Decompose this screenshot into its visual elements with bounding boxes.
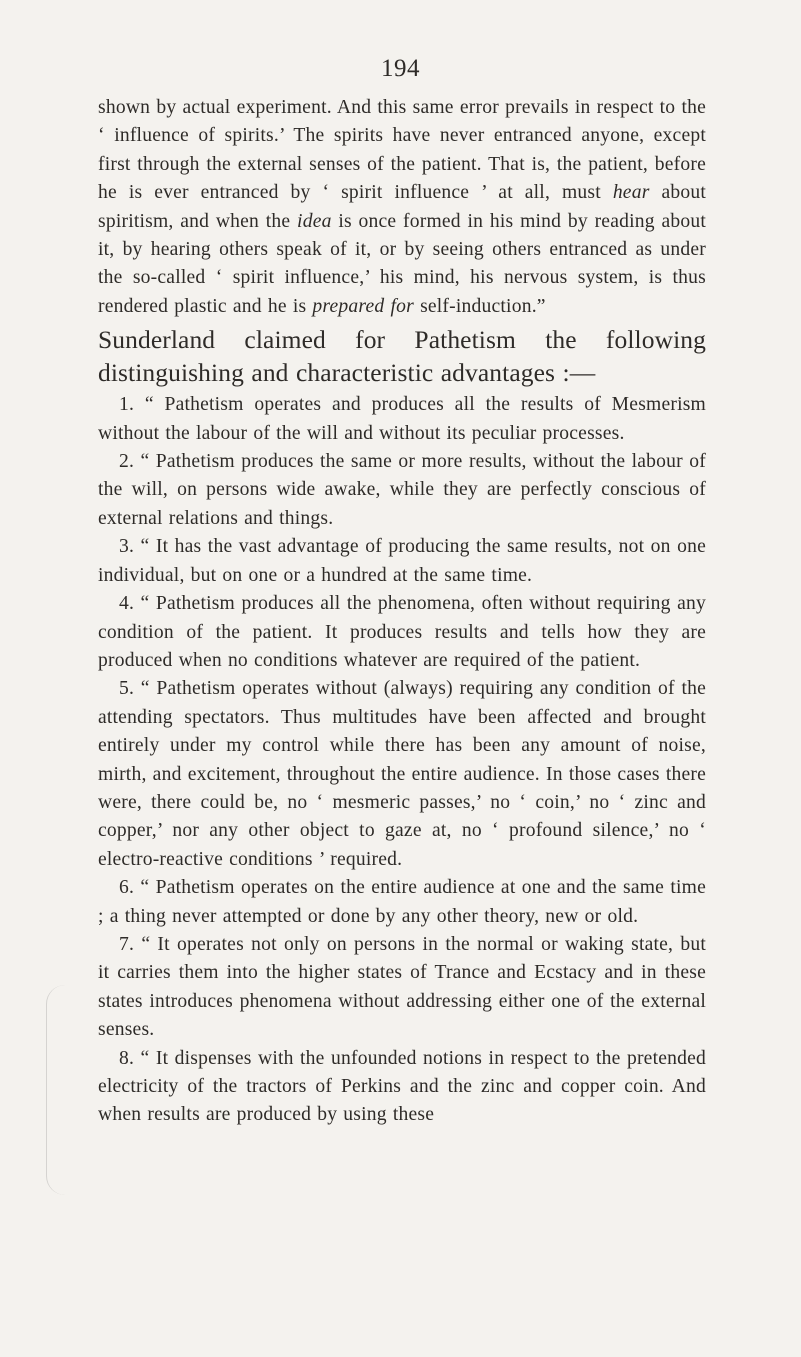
heading-line-2: distinguishing and characteristic advantages :— xyxy=(98,358,596,388)
list-item: 4. “ Pathetism produces all the phenomena, often without requiring any condition of the patient. It produces results and tells how they are produced when no conditions whatever are required of the patient. xyxy=(98,593,706,671)
intro-italic-prepared-for: prepared for xyxy=(312,295,414,317)
intro-text-1: shown by actual experiment. And this same error prevails in respect to the ‘ influence of spirits.’ The spirits have never entranced anyone, except first through the external senses of the patient. That is, the patient, before he is ever entranced by ‘ spirit influence ’ at all, must xyxy=(98,97,706,204)
section-heading xyxy=(98,323,706,389)
list-item: 2. “ Pathetism produces the same or more results, without the labour of the will, on persons wide awake, while they are perfectly conscious of external relations and things. xyxy=(98,451,706,529)
intro-text-2: about spiritism, and when the xyxy=(98,182,706,232)
list-item: 8. “ It dispenses with the unfounded notions in respect to the pretended electricity of the tractors of Perkins and the zinc and copper coin. And when results are produced by using these xyxy=(98,1047,706,1126)
text-column xyxy=(98,94,706,1130)
list-item: 6. “ Pathetism operates on the entire audience at one and the same time ; a thing never attempted or done by any other theory, new or old. xyxy=(98,877,706,927)
intro-italic-hear: hear xyxy=(612,182,650,204)
intro-text-3: is once formed in his mind by reading about it, by hearing others speak of it, or by seeing others entranced as under the so-called ‘ spirit influence,’ his mind, his nervous system, is thus rendered plastic and he is xyxy=(98,210,706,317)
list-item: 5. “ Pathetism operates without (always) requiring any condition of the attending spectators. Thus multitudes have been affected and brought entirely under my control while there has been any amount of noise, mirth, and excitement, throughout the entire audience. In those cases there were, there could be, no ‘ mesmeric passes,’ no ‘ coin,’ no ‘ zinc and copper,’ nor any other object to gaze at, no ‘ profound silence,’ no ‘ electro-reactive conditions ’ required. xyxy=(98,678,706,870)
list-item: 7. “ It operates not only on persons in the normal or waking state, but it carries them into the higher states of Trance and Ecstacy and in these states introduces phenomena without addressing either one of the external senses. xyxy=(98,933,706,1041)
intro-paragraph xyxy=(98,94,706,321)
intro-text-4: self-induction.” xyxy=(413,295,546,317)
page-number: 194 xyxy=(381,55,420,82)
list-item: 3. “ It has the vast advantage of producing the same results, not on one individual, but on one or a hundred at the same time. xyxy=(98,536,706,586)
heading-line-1: Sunderland claimed for Pathetism the following xyxy=(98,325,706,355)
margin-mark xyxy=(46,985,65,1195)
list-item: 1. “ Pathetism operates and produces all the results of Mesmerism without the labour of the will and without its peculiar processes. xyxy=(98,394,706,444)
intro-italic-idea: idea xyxy=(297,210,332,232)
